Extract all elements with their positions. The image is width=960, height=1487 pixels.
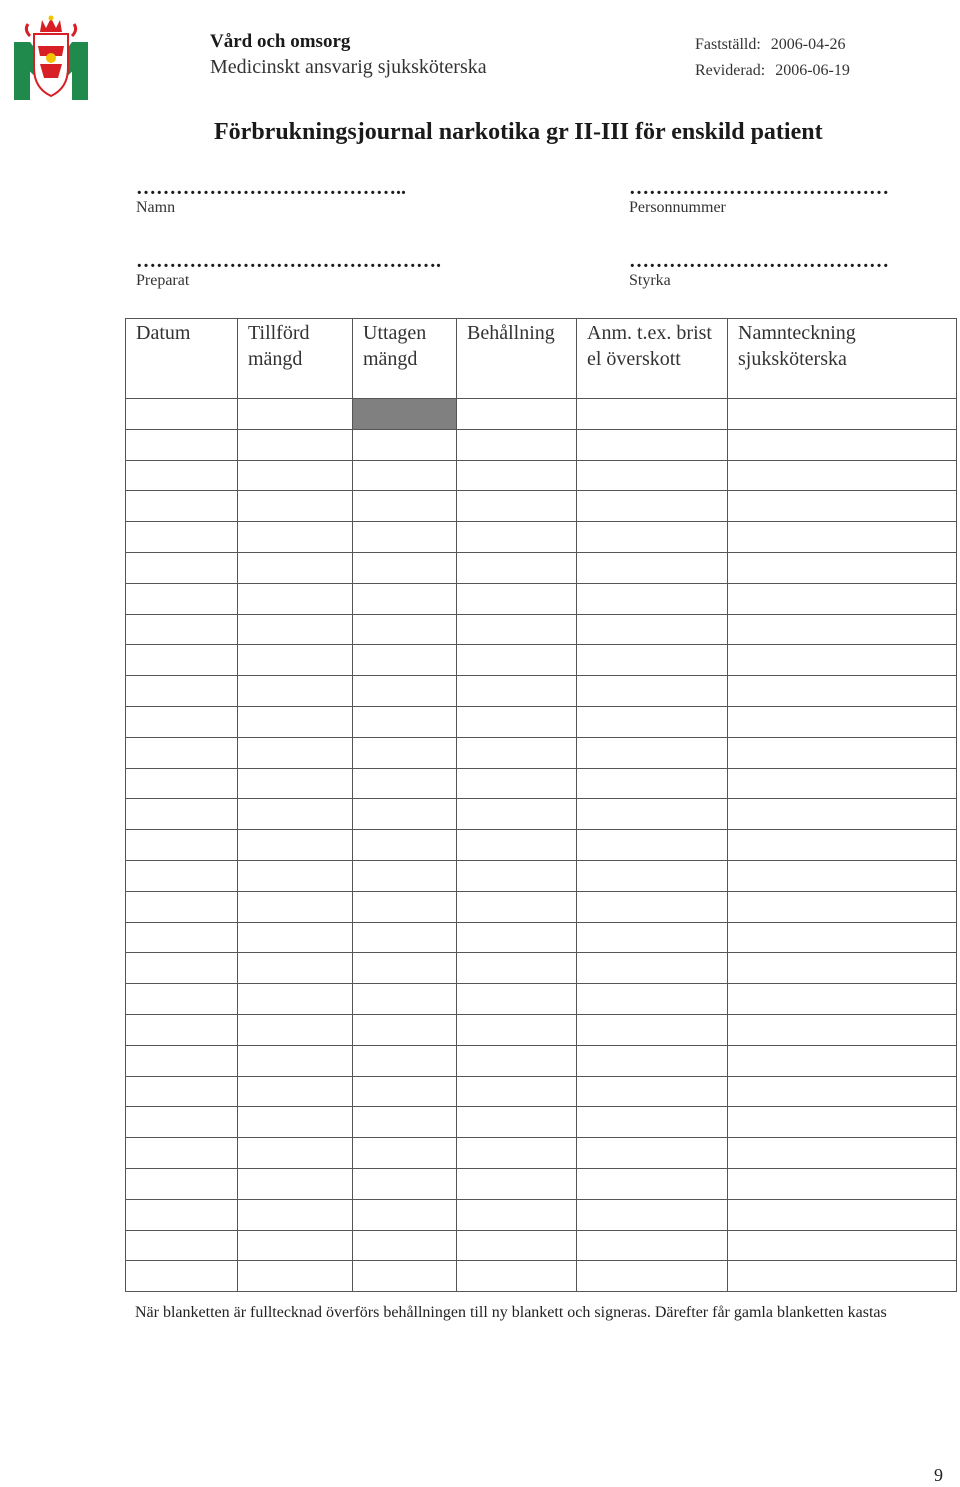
table-cell[interactable] — [126, 645, 238, 676]
table-cell[interactable] — [457, 1045, 577, 1076]
table-cell[interactable] — [126, 583, 238, 614]
table-cell[interactable] — [238, 1261, 353, 1292]
table-row — [126, 399, 957, 430]
table-cell[interactable] — [238, 1107, 353, 1138]
table-row — [126, 429, 957, 460]
table-cell[interactable] — [238, 1014, 353, 1045]
table-cell[interactable] — [126, 522, 238, 553]
table-cell[interactable] — [353, 737, 457, 768]
table-cell[interactable] — [728, 1107, 957, 1138]
table-cell[interactable] — [728, 676, 957, 707]
table-row — [126, 1230, 957, 1261]
consumption-journal-table — [125, 318, 957, 1292]
table-cell[interactable] — [238, 1045, 353, 1076]
table-cell[interactable] — [728, 830, 957, 861]
established-label: Fastställd: — [695, 36, 761, 53]
table-cell[interactable] — [238, 1076, 353, 1107]
document-header — [210, 30, 487, 80]
table-cell[interactable] — [577, 860, 728, 891]
table-cell[interactable] — [457, 1168, 577, 1199]
table-cell[interactable] — [126, 984, 238, 1015]
table-cell[interactable] — [728, 645, 957, 676]
table-cell[interactable] — [353, 1199, 457, 1230]
table-cell[interactable] — [577, 460, 728, 491]
table-cell[interactable] — [238, 891, 353, 922]
table-cell[interactable] — [126, 830, 238, 861]
table-cell[interactable] — [577, 984, 728, 1015]
table-cell[interactable] — [577, 429, 728, 460]
table-cell[interactable] — [457, 1107, 577, 1138]
table-cell[interactable] — [126, 552, 238, 583]
table-cell[interactable] — [457, 706, 577, 737]
table-row — [126, 1045, 957, 1076]
table-cell[interactable] — [238, 645, 353, 676]
table-cell[interactable] — [728, 1168, 957, 1199]
shaded-cell — [353, 399, 457, 430]
table-row — [126, 1076, 957, 1107]
table-row — [126, 860, 957, 891]
table-cell[interactable] — [238, 676, 353, 707]
table-cell[interactable] — [577, 799, 728, 830]
table-cell[interactable] — [577, 491, 728, 522]
table-cell[interactable] — [457, 922, 577, 953]
table-cell[interactable] — [577, 830, 728, 861]
table-cell[interactable] — [577, 737, 728, 768]
table-cell[interactable] — [238, 860, 353, 891]
table-cell[interactable] — [126, 953, 238, 984]
table-cell[interactable] — [728, 1076, 957, 1107]
table-cell[interactable] — [353, 984, 457, 1015]
table-cell[interactable] — [728, 768, 957, 799]
table-cell[interactable] — [457, 984, 577, 1015]
column-header-added-amount: Tillförd mängd — [238, 319, 353, 399]
table-cell[interactable] — [728, 1261, 957, 1292]
table-cell[interactable] — [728, 737, 957, 768]
table-cell[interactable] — [457, 522, 577, 553]
table-cell[interactable] — [238, 706, 353, 737]
journal-rows — [126, 399, 957, 1292]
table-row — [126, 1107, 957, 1138]
table-cell[interactable] — [126, 491, 238, 522]
table-cell[interactable] — [457, 1076, 577, 1107]
municipality-logo — [10, 12, 94, 106]
table-row — [126, 1168, 957, 1199]
table-cell[interactable] — [577, 922, 728, 953]
revised-row — [695, 58, 850, 84]
table-cell[interactable] — [353, 460, 457, 491]
table-cell[interactable] — [728, 1199, 957, 1230]
table-cell[interactable] — [728, 552, 957, 583]
established-date: 2006-04-26 — [770, 36, 846, 53]
table-row — [126, 1138, 957, 1169]
column-header-remarks: Anm. t.ex. brist el överskott — [577, 319, 728, 399]
table-cell[interactable] — [238, 922, 353, 953]
table-cell[interactable] — [238, 1199, 353, 1230]
personal-number-label: Personnummer — [629, 199, 726, 216]
table-cell[interactable] — [238, 1168, 353, 1199]
table-cell[interactable] — [577, 583, 728, 614]
table-cell[interactable] — [728, 860, 957, 891]
table-cell[interactable] — [353, 429, 457, 460]
table-cell[interactable] — [457, 953, 577, 984]
table-row — [126, 799, 957, 830]
table-cell[interactable] — [728, 429, 957, 460]
table-row — [126, 676, 957, 707]
table-cell[interactable] — [577, 1107, 728, 1138]
strength-fill-line[interactable]: ………………………………… — [629, 251, 889, 271]
table-cell[interactable] — [457, 1199, 577, 1230]
table-cell[interactable] — [238, 522, 353, 553]
table-cell[interactable] — [577, 1199, 728, 1230]
table-cell[interactable] — [728, 891, 957, 922]
table-cell[interactable] — [353, 1045, 457, 1076]
table-cell[interactable] — [728, 922, 957, 953]
table-cell[interactable] — [577, 1014, 728, 1045]
table-cell[interactable] — [238, 1138, 353, 1169]
table-cell[interactable] — [457, 429, 577, 460]
table-row — [126, 984, 957, 1015]
table-row — [126, 552, 957, 583]
table-cell[interactable] — [353, 1076, 457, 1107]
table-cell[interactable] — [238, 429, 353, 460]
table-cell[interactable] — [728, 491, 957, 522]
table-row — [126, 460, 957, 491]
column-header-date: Datum — [126, 319, 238, 399]
table-cell[interactable] — [353, 953, 457, 984]
table-cell[interactable] — [457, 891, 577, 922]
table-cell[interactable] — [126, 1045, 238, 1076]
table-row — [126, 522, 957, 553]
name-field[interactable] — [136, 178, 516, 218]
name-label: Namn — [136, 199, 176, 216]
established-row — [695, 32, 850, 58]
table-cell[interactable] — [238, 768, 353, 799]
table-cell[interactable] — [238, 737, 353, 768]
table-row — [126, 1014, 957, 1045]
personal-number-fill-line[interactable]: ………………………………… — [629, 178, 889, 198]
table-cell[interactable] — [353, 830, 457, 861]
table-cell[interactable] — [126, 799, 238, 830]
table-cell[interactable] — [238, 984, 353, 1015]
table-cell[interactable] — [126, 614, 238, 645]
table-cell[interactable] — [126, 891, 238, 922]
column-header-signature: Namnteckning sjuksköterska — [728, 319, 957, 399]
table-cell[interactable] — [238, 460, 353, 491]
table-cell[interactable] — [577, 614, 728, 645]
table-cell[interactable] — [238, 799, 353, 830]
preparation-label: Preparat — [136, 272, 190, 289]
column-header-withdrawn-amount: Uttagen mängd — [353, 319, 457, 399]
department-name: Vård och omsorg — [210, 31, 351, 52]
table-cell[interactable] — [457, 491, 577, 522]
footer-note: När blanketten är fulltecknad överförs behållningen till ny blankett och signeras. Därefter får gamla blanketten kastas — [135, 1304, 887, 1321]
coat-of-arms-icon — [10, 12, 94, 106]
table-row — [126, 891, 957, 922]
table-cell[interactable] — [238, 491, 353, 522]
table-cell[interactable] — [728, 614, 957, 645]
table-cell[interactable] — [238, 552, 353, 583]
table-cell[interactable] — [126, 1076, 238, 1107]
table-cell[interactable] — [238, 614, 353, 645]
table-cell[interactable] — [238, 1230, 353, 1261]
table-cell[interactable] — [728, 984, 957, 1015]
strength-field[interactable] — [629, 251, 929, 291]
table-cell[interactable] — [457, 1014, 577, 1045]
table-cell[interactable] — [238, 399, 353, 430]
table-cell[interactable] — [457, 460, 577, 491]
table-cell[interactable] — [353, 1138, 457, 1169]
table-cell[interactable] — [728, 460, 957, 491]
table-cell[interactable] — [353, 1014, 457, 1045]
table-row — [126, 922, 957, 953]
table-cell[interactable] — [577, 706, 728, 737]
table-cell[interactable] — [728, 583, 957, 614]
table-row — [126, 583, 957, 614]
table-cell[interactable] — [353, 645, 457, 676]
table-cell[interactable] — [353, 1261, 457, 1292]
table-cell[interactable] — [353, 614, 457, 645]
table-cell[interactable] — [126, 399, 238, 430]
table-cell[interactable] — [457, 1230, 577, 1261]
table-cell[interactable] — [353, 1230, 457, 1261]
table-cell[interactable] — [126, 737, 238, 768]
responsible-role: Medicinskt ansvarig sjuksköterska — [210, 56, 487, 78]
table-cell[interactable] — [126, 768, 238, 799]
table-cell[interactable] — [728, 1230, 957, 1261]
table-cell[interactable] — [238, 830, 353, 861]
table-cell[interactable] — [577, 891, 728, 922]
table-row — [126, 1199, 957, 1230]
table-cell[interactable] — [577, 1261, 728, 1292]
preparation-field[interactable] — [136, 251, 516, 291]
table-cell[interactable] — [126, 429, 238, 460]
table-cell[interactable] — [457, 860, 577, 891]
table-cell[interactable] — [457, 552, 577, 583]
table-cell[interactable] — [577, 676, 728, 707]
table-cell[interactable] — [126, 1138, 238, 1169]
table-cell[interactable] — [457, 1138, 577, 1169]
table-cell[interactable] — [577, 645, 728, 676]
table-cell[interactable] — [577, 399, 728, 430]
table-cell[interactable] — [353, 799, 457, 830]
table-cell[interactable] — [457, 399, 577, 430]
table-cell[interactable] — [457, 768, 577, 799]
table-cell[interactable] — [353, 1107, 457, 1138]
table-cell[interactable] — [353, 922, 457, 953]
revised-date: 2006-06-19 — [775, 62, 850, 79]
document-dates — [695, 32, 850, 84]
table-cell[interactable] — [577, 552, 728, 583]
table-cell[interactable] — [728, 799, 957, 830]
table-cell[interactable] — [238, 583, 353, 614]
table-cell[interactable] — [728, 522, 957, 553]
table-cell[interactable] — [126, 1107, 238, 1138]
table-row — [126, 953, 957, 984]
table-cell[interactable] — [353, 891, 457, 922]
strength-label: Styrka — [629, 272, 671, 289]
table-cell[interactable] — [577, 1076, 728, 1107]
table-cell[interactable] — [353, 860, 457, 891]
table-cell[interactable] — [728, 399, 957, 430]
table-cell[interactable] — [353, 522, 457, 553]
table-cell[interactable] — [126, 860, 238, 891]
table-cell[interactable] — [577, 1138, 728, 1169]
table-cell[interactable] — [728, 1138, 957, 1169]
table-row — [126, 614, 957, 645]
table-cell[interactable] — [126, 1014, 238, 1045]
name-fill-line[interactable]: ………………………………….. — [136, 178, 406, 198]
table-row — [126, 830, 957, 861]
table-row — [126, 706, 957, 737]
revised-label: Reviderad: — [695, 62, 766, 79]
table-cell[interactable] — [126, 1261, 238, 1292]
table-cell[interactable] — [577, 953, 728, 984]
table-cell[interactable] — [353, 676, 457, 707]
table-cell[interactable] — [577, 522, 728, 553]
personal-number-field[interactable] — [629, 178, 929, 218]
column-header-balance: Behållning — [457, 319, 577, 399]
page-number: 9 — [934, 1465, 943, 1485]
page-title: Förbrukningsjournal narkotika gr II-III för enskild patient — [214, 119, 823, 145]
table-cell[interactable] — [238, 953, 353, 984]
table-cell[interactable] — [457, 676, 577, 707]
table-cell[interactable] — [126, 1230, 238, 1261]
table-cell[interactable] — [126, 460, 238, 491]
table-cell[interactable] — [353, 583, 457, 614]
table-cell[interactable] — [353, 1168, 457, 1199]
table-row — [126, 737, 957, 768]
table-cell[interactable] — [126, 1168, 238, 1199]
table-cell[interactable] — [728, 1045, 957, 1076]
table-cell[interactable] — [126, 706, 238, 737]
table-cell[interactable] — [457, 614, 577, 645]
table-row — [126, 1261, 957, 1292]
table-cell[interactable] — [126, 676, 238, 707]
table-header-row — [126, 319, 957, 399]
table-cell[interactable] — [577, 768, 728, 799]
table-cell[interactable] — [353, 552, 457, 583]
table-cell[interactable] — [126, 1199, 238, 1230]
table-cell[interactable] — [577, 1168, 728, 1199]
table-cell[interactable] — [457, 1261, 577, 1292]
table-cell[interactable] — [577, 1045, 728, 1076]
table-cell[interactable] — [457, 645, 577, 676]
table-row — [126, 491, 957, 522]
table-cell[interactable] — [353, 706, 457, 737]
table-cell[interactable] — [126, 922, 238, 953]
table-cell[interactable] — [457, 737, 577, 768]
table-row — [126, 768, 957, 799]
table-cell[interactable] — [728, 1014, 957, 1045]
preparation-fill-line[interactable]: ………………………………………. — [136, 251, 441, 271]
table-cell[interactable] — [457, 799, 577, 830]
table-cell[interactable] — [728, 706, 957, 737]
table-cell[interactable] — [457, 583, 577, 614]
table-cell[interactable] — [353, 491, 457, 522]
table-row — [126, 645, 957, 676]
table-cell[interactable] — [728, 953, 957, 984]
table-cell[interactable] — [577, 1230, 728, 1261]
table-cell[interactable] — [353, 768, 457, 799]
table-cell[interactable] — [457, 830, 577, 861]
